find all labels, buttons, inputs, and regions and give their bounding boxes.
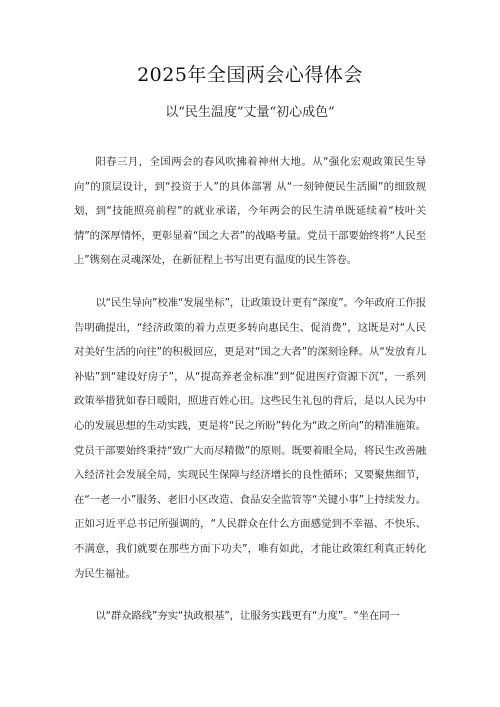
paragraph-2: 以“民生导向”校准“发展坐标”，让政策设计更有“深度”。今年政府工作报告明确提出，“经济政策的着力点更多转向惠民生、促消费”，这既是对“人民对美好生活的向往”的积极回应，更是对“国之大者”的深刻诠释。从“发放育儿补贴”到“建设好房子”，从“提高养老金标准”到“促进医疗资源下沉”，一系列政策举措犹如春日暖阳，照进百姓心田。这些民生礼包的背后，是以人民为中心的发展思想的生动实践，更是将“民之所盼”转化为“政之所向”的精准施策。党员干部要始终秉持“致广大而尽精微”的原则。既要着眼全局，将民生改善融入经济社会发展全局，实现民生保障与经济增长的良性循环；又要聚焦细节，在“一老一小”服务、老旧小区改造、食品安全监管等“关键小事”上持续发力。正如习近平总书记所强调的，“人民群众在什么方面感觉到不幸福、不快乐、不满意，我们就要在那些方面下功夫”，唯有如此，才能让政策红利真正转化为民生福祉。 <box>74 296 426 580</box>
paragraph-3: 以“群众路线”夯实“执政根基”，让服务实践更有“力度”。“坐在同一 <box>95 610 400 623</box>
document-title: 2025年全国两会心得体会 <box>137 64 363 86</box>
paragraph-1: 阳春三月，全国两会的春风吹拂着神州大地。从“强化宏观政策民生导向”的顶层设计，到“投资于人”的具体部署 从“一刻钟便民生活圈”的细致规划，到“技能照亮前程”的就业承诺，今年两会的民生清单既延续着“枝叶关情”的深厚情怀，更彰显着“国之大者”的战略考量。党员干部要始终将“人民至上”镌刻在灵魂深处，在新征程上书写出更有温度的民生答卷。 <box>74 156 426 267</box>
document-body <box>74 150 426 647</box>
document-subtitle: 以“民生温度”丈量“初心成色” <box>165 105 335 120</box>
